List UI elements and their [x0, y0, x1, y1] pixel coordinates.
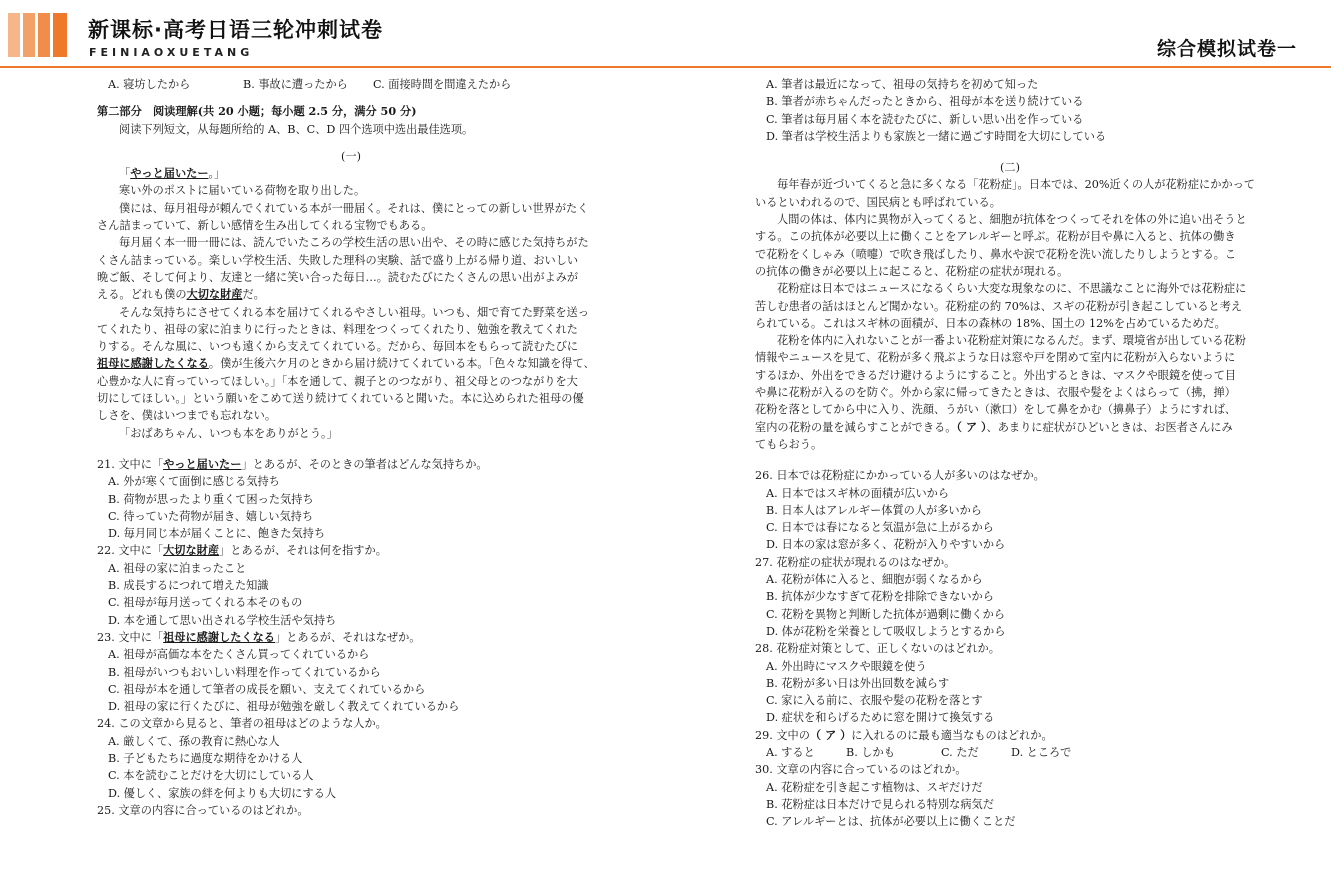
q21-option: B. 荷物が思ったより重くて困った気持ち: [108, 492, 314, 506]
passage-2-line: てもらおう。: [755, 437, 823, 451]
question-27: 27. 花粉症の症状が現れるのはなぜか。: [755, 555, 956, 569]
q25-option: C. 筆者は毎月届く本を読むたびに、新しい思い出を作っている: [766, 112, 1084, 126]
q26-option: A. 日本ではスギ林の面積が広いから: [766, 486, 950, 500]
passage-1-line: さん詰まっていて、新しい感情を生み出してくれる宝物でもある。: [97, 219, 433, 233]
passage-1-line: 晩ご飯、そして何より、友達と一緒に笑い合った毎日…。読むたびにたくさんの思い出がよみが: [97, 270, 579, 284]
q27-option: A. 花粉が体に入ると、細胞が弱くなるから: [766, 573, 983, 587]
question-30: 30. 文章の内容に合っているのはどれか。: [755, 763, 967, 777]
passage-2-line: 苦しむ患者の話はほとんど聞かない。花粉症の約 70%は、スギの花粉が引き起こしていると考え: [755, 299, 1243, 313]
passage-1-line: 切にしてほしい。」という願いをこめて送り続けてくれていると聞いた。本に込められた祖母の優: [97, 392, 584, 406]
q23-option: B. 祖母がいつもおいしい料理を作ってくれているから: [108, 665, 381, 679]
section-title: 第二部分 阅读理解(共 20 小题；每小题 2.5 分，满分 50 分): [97, 104, 417, 119]
question-28: 28. 花粉症対策として、正しくないのはどれか。: [755, 642, 1000, 656]
q28-option: B. 花粉が多い日は外出回数を減らす: [766, 676, 950, 690]
passage-2-line: 花粉症は日本ではニュースになるくらい大変な現象なのに、不思議なことに海外では花粉症に: [777, 282, 1247, 296]
q24-option: A. 厳しくて、孫の教育に熱心な人: [108, 734, 280, 748]
question-29: 29. 文中の（ ア ）に入れるのに最も適当なものはどれか。: [755, 727, 1053, 742]
question-23: 23. 文中に「祖母に感謝したくなる」とあるが、それはなぜか。: [97, 629, 421, 644]
q28-option: D. 症状を和らげるために窓を開けて換気する: [766, 711, 995, 725]
passage-label-2: (二): [1000, 161, 1020, 175]
q22-option: B. 成長するにつれて増えた知識: [108, 579, 269, 593]
passage-1-line: くさん詰まっている。楽しい学校生活、失敗した理科の実験、話で盛り上がる帰り道、おいしい: [97, 253, 579, 267]
passage-2-line: や鼻に花粉が入るのを防ぐ。外から家に帰ってきたときは、衣服や髪をよくはらって（拂，掸）: [755, 386, 1236, 400]
q26-option: D. 日本の家は窓が多く、花粉が入りやすいから: [766, 538, 1006, 552]
q23-option: A. 祖母が高価な本をたくさん買ってくれているから: [108, 648, 370, 662]
passage-label-1: (一): [341, 149, 361, 163]
q28-option: C. 家に入る前に、衣服や髪の花粉を落とす: [766, 694, 983, 708]
q30-option: A. 花粉症を引き起こす植物は、スギだけだ: [766, 780, 983, 794]
passage-1-paragraph: 「やっと届いたー。」: [119, 166, 226, 181]
q28-option: A. 外出時にマスクや眼鏡を使う: [766, 659, 927, 673]
q26-option: C. 日本では春になると気温が急に上がるから: [766, 521, 994, 535]
passage-1-line: しさを、僕はいつまでも忘れない。: [97, 409, 277, 423]
prev-question-options: A. 寝坊したから B. 事故に遭ったから C. 面接時間を間違えたから: [108, 78, 512, 91]
passage-2-line: 情報やニュースを見て、花粉が多く飛ぶような日は窓や戸を閉めて室内に花粉が入らないように: [755, 351, 1236, 365]
q22-option: D. 本を通して思い出される学校生活や気持ち: [108, 613, 337, 627]
passage-1-paragraph: 寒い外のポストに届いている荷物を取り出した。: [119, 184, 366, 198]
q30-option: C. アレルギーとは、抗体が必要以上に働くことだ: [766, 815, 1016, 829]
passage-2-line: 花粉を体内に入れないことが一番よい花粉症対策になるんだ。まず、環境省が出している花粉: [777, 334, 1246, 348]
question-25: 25. 文章の内容に合っているのはどれか。: [97, 803, 309, 817]
brand-subtitle: FEINIAOXUETANG: [89, 46, 254, 59]
section-instruction: 阅读下列短文，从每题所给的 A、B、C、D 四个选项中选出最佳选项。: [119, 122, 474, 136]
right-column: [755, 76, 1265, 830]
q25-option: D. 筆者は学校生活よりも家族と一緒に過ごす時間を大切にしている: [766, 129, 1107, 143]
question-26: 26. 日本では花粉症にかかっている人が多いのはなぜか。: [755, 469, 1045, 483]
passage-1-line: 祖母に感謝したくなる。僕が生後六ケ月のときから届け続けてくれている本。「色々な知識を得て、: [97, 356, 595, 371]
blank-a: （ ア ）: [956, 419, 987, 434]
passage-2-line: 花粉を落としてから中に入り、洗顔、うがい（漱口）をして鼻をかむ（擤鼻子）ようにすれば、: [755, 403, 1237, 417]
q27-option: D. 体が花粉を栄養として吸収しようとするから: [766, 624, 1006, 638]
paper-title: 综合模拟试卷一: [1156, 38, 1297, 60]
passage-1-line: てくれたり、祖母の家に泊まりに行ったときは、料理をつくってくれたり、勉強を教えてくれた: [97, 322, 578, 336]
passage-1-line: 心豊かな人に育っていってほしい。」「本を通して、親子とのつながり、祖父母とのつながりを大: [97, 374, 578, 388]
page-header: [0, 0, 1331, 70]
passage-2-line: の抗体の働きが必要以上に起こると、花粉症の症状が現れる。: [755, 264, 1069, 278]
q22-option: C. 祖母が毎月送ってくれる本そのもの: [108, 596, 303, 610]
passage-2-line: いるといわれるので、国民病とも呼ばれている。: [755, 195, 1001, 209]
q26-option: B. 日本人はアレルギー体質の人が多いから: [766, 503, 982, 517]
passage-2-line: 毎年春が近づいてくると急に多くなる「花粉症」。日本では、20%近くの人が花粉症にかかって: [777, 178, 1255, 192]
question-22: 22. 文中に「大切な財産」とあるが、それは何を指すか。: [97, 543, 387, 558]
q21-option: D. 毎月同じ本が届くことに、飽きた気持ち: [108, 527, 326, 541]
q21-option: C. 待っていた荷物が届き、嬉しい気持ち: [108, 509, 314, 523]
passage-2-line: 室内の花粉の量を減らすことができる。（ ア ）、あまりに症状がひどいときは、お医者さんにみ: [755, 419, 1233, 434]
q27-option: B. 抗体が少なすぎて花粉を排除できないから: [766, 590, 994, 604]
q24-option: B. 子どもたちに過度な期待をかける人: [108, 751, 303, 765]
brand-title: 新课标·高考日语三轮冲刺试卷: [88, 18, 383, 42]
q25-option: A. 筆者は最近になって、祖母の気持ちを初めて知った: [766, 78, 1039, 91]
q22-option: A. 祖母の家に泊まったこと: [108, 561, 247, 575]
passage-2-line: 人間の体は、体内に異物が入ってくると、細胞が抗体をつくってそれを体の外に追い出そうと: [777, 213, 1247, 227]
passage-2-line: する。この抗体が必要以上に働くことをアレルギーと呼ぶ。花粉が目や鼻に入ると、抗体の働き: [755, 230, 1236, 244]
passage-1-line: りする。そんな風に、いつも遠くから支えてくれている。だから、毎回本をもらって読むたびに: [97, 340, 579, 354]
question-21: 21. 文中に「やっと届いたー」とあるが、そのときの筆者はどんな気持ちか。: [97, 456, 488, 471]
header-divider: [0, 66, 1331, 68]
q25-option: B. 筆者が赤ちゃんだったときから、祖母が本を送り続けている: [766, 95, 1084, 109]
passage-1-line: 毎月届く本一冊一冊には、読んでいたころの学校生活の思い出や、その時に感じた気持ちがた: [119, 236, 589, 250]
q24-option: D. 優しく、家族の絆を何よりも大切にする人: [108, 786, 337, 800]
q24-option: C. 本を読むことだけを大切にしている人: [108, 769, 314, 783]
passage-1-line: そんな気持ちにさせてくれる本を届けてくれるやさしい祖母。いつも、畑で育てた野菜を送っ: [119, 305, 589, 319]
q30-option: B. 花粉症は日本だけで見られる特別な病気だ: [766, 797, 994, 811]
passage-1-line: える。どれも僕の大切な財産だ。: [97, 287, 265, 302]
q23-option: C. 祖母が本を通して筆者の成長を願い、支えてくれているから: [108, 682, 426, 696]
q27-option: C. 花粉を異物と判断した抗体が過剰に働くから: [766, 607, 1006, 621]
passage-1-line: 「おばあちゃん、いつも本をありがとう。」: [119, 426, 338, 440]
left-column: [97, 76, 605, 819]
passage-2-line: で花粉をくしゃみ（喷嚏）で吹き飛ばしたり、鼻水や涙で花粉を洗い流したりしようとする。こ: [755, 247, 1237, 261]
passage-2-line: られている。これはスギ林の面積が、日本の森林の 18%、国土の 12%を占めているためだ。: [755, 316, 1226, 330]
brand-logo: [8, 13, 76, 57]
question-24: 24. この文章から見ると、筆者の祖母はどのような人か。: [97, 717, 387, 731]
q29-options: A. すると B. しかも C. ただ D. ところで: [766, 745, 1072, 759]
passage-1-line: 僕には、毎月祖母が頼んでくれている本が一冊届く。それは、僕にとっての新しい世界がたく: [119, 201, 589, 215]
q21-option: A. 外が寒くて面倒に感じる気持ち: [108, 475, 280, 489]
passage-2-line: するほか、外出をできるだけ避けるようにすること。外出するときは、マスクや眼鏡を使って目: [755, 368, 1237, 382]
q23-option: D. 祖母の家に行くたびに、祖母が勉強を厳しく教えてくれているから: [108, 700, 460, 714]
